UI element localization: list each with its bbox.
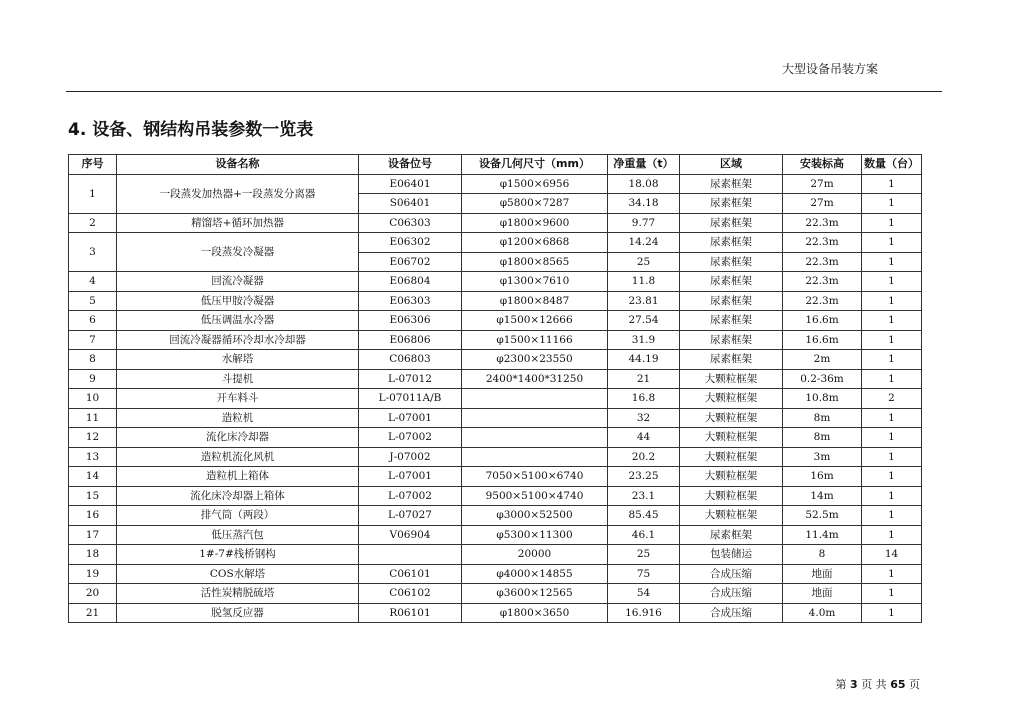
cell-elevation: 地面 bbox=[783, 584, 862, 604]
cell-tag bbox=[359, 545, 462, 565]
cell-quantity: 14 bbox=[862, 545, 922, 565]
cell-no: 6 bbox=[69, 311, 117, 331]
cell-size: 20000 bbox=[462, 545, 608, 565]
cell-tag: R06101 bbox=[359, 603, 462, 623]
cell-quantity: 1 bbox=[862, 486, 922, 506]
cell-name: 流化床冷却器 bbox=[117, 428, 359, 448]
cell-name: 低压蒸汽包 bbox=[117, 525, 359, 545]
cell-tag: C06102 bbox=[359, 584, 462, 604]
cell-name: 低压甲胺冷凝器 bbox=[117, 291, 359, 311]
cell-no: 11 bbox=[69, 408, 117, 428]
cell-elevation: 22.3m bbox=[783, 291, 862, 311]
cell-weight: 21 bbox=[608, 369, 680, 389]
cell-area: 大颗粒框架 bbox=[680, 389, 783, 409]
cell-no: 7 bbox=[69, 330, 117, 350]
table-row bbox=[69, 330, 922, 350]
cell-no: 15 bbox=[69, 486, 117, 506]
cell-name: 低压调温水冷器 bbox=[117, 311, 359, 331]
page-label: 页 共 bbox=[861, 678, 887, 691]
cell-size: φ1800×8565 bbox=[462, 252, 608, 272]
cell-elevation: 8 bbox=[783, 545, 862, 565]
cell-quantity: 1 bbox=[862, 272, 922, 292]
cell-no: 2 bbox=[69, 213, 117, 233]
cell-quantity: 1 bbox=[862, 233, 922, 253]
cell-quantity: 1 bbox=[862, 525, 922, 545]
column-header: 区域 bbox=[680, 155, 783, 175]
table-row bbox=[69, 389, 922, 409]
cell-quantity: 1 bbox=[862, 213, 922, 233]
cell-area: 尿素框架 bbox=[680, 330, 783, 350]
cell-name: 造粒机 bbox=[117, 408, 359, 428]
cell-name: 一段蒸发冷凝器 bbox=[117, 233, 359, 272]
cell-name: 回流冷凝器循环冷却水冷却器 bbox=[117, 330, 359, 350]
cell-weight: 16.8 bbox=[608, 389, 680, 409]
cell-tag: J-07002 bbox=[359, 447, 462, 467]
table-row bbox=[69, 506, 922, 526]
cell-area: 尿素框架 bbox=[680, 311, 783, 331]
cell-area: 尿素框架 bbox=[680, 194, 783, 214]
table-row bbox=[69, 603, 922, 623]
cell-no: 13 bbox=[69, 447, 117, 467]
cell-area: 尿素框架 bbox=[680, 350, 783, 370]
cell-size: φ5300×11300 bbox=[462, 525, 608, 545]
cell-weight: 31.9 bbox=[608, 330, 680, 350]
cell-name: 开车料斗 bbox=[117, 389, 359, 409]
document-header-title: 大型设备吊装方案 bbox=[781, 62, 878, 76]
cell-area: 大颗粒框架 bbox=[680, 447, 783, 467]
cell-quantity: 1 bbox=[862, 291, 922, 311]
cell-name: 流化床冷却器上箱体 bbox=[117, 486, 359, 506]
cell-quantity: 2 bbox=[862, 389, 922, 409]
cell-elevation: 16m bbox=[783, 467, 862, 487]
table-row bbox=[69, 272, 922, 292]
cell-name: 1#-7#栈桥钢构 bbox=[117, 545, 359, 565]
cell-area: 包装储运 bbox=[680, 545, 783, 565]
cell-area: 尿素框架 bbox=[680, 272, 783, 292]
cell-tag: L-07011A/B bbox=[359, 389, 462, 409]
table-row bbox=[69, 369, 922, 389]
cell-area: 大颗粒框架 bbox=[680, 369, 783, 389]
cell-area: 尿素框架 bbox=[680, 233, 783, 253]
cell-area: 尿素框架 bbox=[680, 213, 783, 233]
cell-size: φ4000×14855 bbox=[462, 564, 608, 584]
cell-elevation: 16.6m bbox=[783, 311, 862, 331]
cell-area: 尿素框架 bbox=[680, 174, 783, 194]
cell-quantity: 1 bbox=[862, 311, 922, 331]
page-label: 第 bbox=[835, 678, 847, 691]
page-label: 页 bbox=[909, 678, 920, 691]
table-row bbox=[69, 467, 922, 487]
cell-name: 活性炭精脱硫塔 bbox=[117, 584, 359, 604]
cell-weight: 25 bbox=[608, 252, 680, 272]
lifting-parameters-table bbox=[68, 154, 922, 623]
cell-area: 大颗粒框架 bbox=[680, 506, 783, 526]
cell-tag: S06401 bbox=[359, 194, 462, 214]
cell-name: 斗提机 bbox=[117, 369, 359, 389]
cell-size: φ1500×12666 bbox=[462, 311, 608, 331]
cell-tag: V06904 bbox=[359, 525, 462, 545]
cell-quantity: 1 bbox=[862, 174, 922, 194]
cell-quantity: 1 bbox=[862, 467, 922, 487]
cell-quantity: 1 bbox=[862, 369, 922, 389]
cell-no: 9 bbox=[69, 369, 117, 389]
cell-tag: L-07002 bbox=[359, 486, 462, 506]
cell-elevation: 14m bbox=[783, 486, 862, 506]
cell-no: 14 bbox=[69, 467, 117, 487]
cell-area: 合成压缩 bbox=[680, 564, 783, 584]
cell-name: 造粒机上箱体 bbox=[117, 467, 359, 487]
cell-tag: C06303 bbox=[359, 213, 462, 233]
cell-weight: 23.1 bbox=[608, 486, 680, 506]
cell-area: 尿素框架 bbox=[680, 252, 783, 272]
cell-elevation: 27m bbox=[783, 194, 862, 214]
cell-area: 合成压缩 bbox=[680, 603, 783, 623]
cell-weight: 44 bbox=[608, 428, 680, 448]
cell-tag: L-07012 bbox=[359, 369, 462, 389]
cell-no: 8 bbox=[69, 350, 117, 370]
cell-no: 4 bbox=[69, 272, 117, 292]
cell-weight: 44.19 bbox=[608, 350, 680, 370]
table-row bbox=[69, 486, 922, 506]
cell-tag: E06702 bbox=[359, 252, 462, 272]
table-row bbox=[69, 428, 922, 448]
current-page-number: 3 bbox=[850, 678, 858, 691]
table-row bbox=[69, 408, 922, 428]
cell-quantity: 1 bbox=[862, 564, 922, 584]
cell-elevation: 3m bbox=[783, 447, 862, 467]
cell-tag: E06306 bbox=[359, 311, 462, 331]
table-row bbox=[69, 447, 922, 467]
cell-size: 2400*1400*31250 bbox=[462, 369, 608, 389]
cell-tag: E06303 bbox=[359, 291, 462, 311]
cell-name: 造粒机流化风机 bbox=[117, 447, 359, 467]
cell-elevation: 22.3m bbox=[783, 272, 862, 292]
cell-elevation: 22.3m bbox=[783, 252, 862, 272]
cell-size: φ1200×6868 bbox=[462, 233, 608, 253]
cell-area: 尿素框架 bbox=[680, 525, 783, 545]
cell-size: φ2300×23550 bbox=[462, 350, 608, 370]
cell-no: 20 bbox=[69, 584, 117, 604]
column-header: 设备位号 bbox=[359, 155, 462, 175]
table-row bbox=[69, 545, 922, 565]
table-row bbox=[69, 174, 922, 194]
cell-elevation: 16.6m bbox=[783, 330, 862, 350]
cell-size: φ1500×11166 bbox=[462, 330, 608, 350]
table-header-row bbox=[69, 155, 922, 175]
table-row bbox=[69, 233, 922, 253]
cell-name: 脱氢反应器 bbox=[117, 603, 359, 623]
cell-elevation: 27m bbox=[783, 174, 862, 194]
cell-elevation: 2m bbox=[783, 350, 862, 370]
cell-area: 大颗粒框架 bbox=[680, 467, 783, 487]
cell-no: 1 bbox=[69, 174, 117, 213]
column-header: 净重量（t） bbox=[608, 155, 680, 175]
cell-elevation: 22.3m bbox=[783, 233, 862, 253]
cell-tag: L-07001 bbox=[359, 467, 462, 487]
cell-weight: 85.45 bbox=[608, 506, 680, 526]
cell-size: φ1800×3650 bbox=[462, 603, 608, 623]
cell-weight: 23.25 bbox=[608, 467, 680, 487]
column-header: 数量（台） bbox=[862, 155, 922, 175]
cell-weight: 18.08 bbox=[608, 174, 680, 194]
table-row bbox=[69, 584, 922, 604]
cell-name: 排气筒（两段） bbox=[117, 506, 359, 526]
cell-elevation: 0.2-36m bbox=[783, 369, 862, 389]
cell-tag: E06302 bbox=[359, 233, 462, 253]
table-row bbox=[69, 525, 922, 545]
cell-quantity: 1 bbox=[862, 194, 922, 214]
cell-weight: 23.81 bbox=[608, 291, 680, 311]
cell-size: φ3600×12565 bbox=[462, 584, 608, 604]
cell-tag: L-07001 bbox=[359, 408, 462, 428]
cell-elevation: 22.3m bbox=[783, 213, 862, 233]
cell-size bbox=[462, 428, 608, 448]
cell-size: φ1800×8487 bbox=[462, 291, 608, 311]
cell-weight: 54 bbox=[608, 584, 680, 604]
cell-name: COS水解塔 bbox=[117, 564, 359, 584]
cell-area: 大颗粒框架 bbox=[680, 428, 783, 448]
cell-name: 精馏塔+循环加热器 bbox=[117, 213, 359, 233]
cell-no: 18 bbox=[69, 545, 117, 565]
table-row bbox=[69, 213, 922, 233]
cell-weight: 20.2 bbox=[608, 447, 680, 467]
cell-quantity: 1 bbox=[862, 447, 922, 467]
cell-no: 12 bbox=[69, 428, 117, 448]
cell-elevation: 52.5m bbox=[783, 506, 862, 526]
cell-tag: C06101 bbox=[359, 564, 462, 584]
cell-size: φ5800×7287 bbox=[462, 194, 608, 214]
table-row bbox=[69, 350, 922, 370]
cell-no: 21 bbox=[69, 603, 117, 623]
cell-tag: E06401 bbox=[359, 174, 462, 194]
total-pages-number: 65 bbox=[890, 678, 906, 691]
table-row bbox=[69, 564, 922, 584]
table-body bbox=[69, 272, 922, 623]
cell-size: φ3000×52500 bbox=[462, 506, 608, 526]
cell-size bbox=[462, 447, 608, 467]
cell-weight: 9.77 bbox=[608, 213, 680, 233]
cell-weight: 27.54 bbox=[608, 311, 680, 331]
cell-size: φ1800×9600 bbox=[462, 213, 608, 233]
cell-no: 17 bbox=[69, 525, 117, 545]
cell-elevation: 10.8m bbox=[783, 389, 862, 409]
cell-area: 大颗粒框架 bbox=[680, 408, 783, 428]
cell-tag: L-07002 bbox=[359, 428, 462, 448]
cell-area: 合成压缩 bbox=[680, 584, 783, 604]
cell-size bbox=[462, 408, 608, 428]
section-title: 4. 设备、钢结构吊装参数一览表 bbox=[68, 120, 314, 140]
cell-weight: 14.24 bbox=[608, 233, 680, 253]
table-row bbox=[69, 291, 922, 311]
cell-quantity: 1 bbox=[862, 330, 922, 350]
cell-weight: 46.1 bbox=[608, 525, 680, 545]
cell-quantity: 1 bbox=[862, 584, 922, 604]
cell-no: 10 bbox=[69, 389, 117, 409]
column-header: 安装标高 bbox=[783, 155, 862, 175]
cell-tag: E06804 bbox=[359, 272, 462, 292]
cell-quantity: 1 bbox=[862, 408, 922, 428]
header-divider bbox=[66, 91, 942, 92]
cell-weight: 25 bbox=[608, 545, 680, 565]
cell-elevation: 11.4m bbox=[783, 525, 862, 545]
cell-area: 尿素框架 bbox=[680, 291, 783, 311]
cell-size bbox=[462, 389, 608, 409]
column-header: 序号 bbox=[69, 155, 117, 175]
column-header: 设备几何尺寸（mm） bbox=[462, 155, 608, 175]
cell-weight: 32 bbox=[608, 408, 680, 428]
cell-elevation: 4.0m bbox=[783, 603, 862, 623]
cell-quantity: 1 bbox=[862, 252, 922, 272]
cell-no: 5 bbox=[69, 291, 117, 311]
cell-elevation: 地面 bbox=[783, 564, 862, 584]
cell-size: 7050×5100×6740 bbox=[462, 467, 608, 487]
page-footer bbox=[836, 676, 920, 692]
cell-name: 水解塔 bbox=[117, 350, 359, 370]
cell-size: φ1500×6956 bbox=[462, 174, 608, 194]
cell-elevation: 8m bbox=[783, 428, 862, 448]
cell-tag: E06806 bbox=[359, 330, 462, 350]
cell-quantity: 1 bbox=[862, 428, 922, 448]
cell-name: 一段蒸发加热器+一段蒸发分离器 bbox=[117, 174, 359, 213]
cell-size: φ1300×7610 bbox=[462, 272, 608, 292]
cell-quantity: 1 bbox=[862, 350, 922, 370]
cell-name: 回流冷凝器 bbox=[117, 272, 359, 292]
cell-weight: 34.18 bbox=[608, 194, 680, 214]
cell-no: 3 bbox=[69, 233, 117, 272]
cell-weight: 16.916 bbox=[608, 603, 680, 623]
cell-quantity: 1 bbox=[862, 603, 922, 623]
cell-no: 16 bbox=[69, 506, 117, 526]
cell-elevation: 8m bbox=[783, 408, 862, 428]
cell-weight: 75 bbox=[608, 564, 680, 584]
cell-quantity: 1 bbox=[862, 506, 922, 526]
cell-area: 大颗粒框架 bbox=[680, 486, 783, 506]
cell-weight: 11.8 bbox=[608, 272, 680, 292]
cell-no: 19 bbox=[69, 564, 117, 584]
cell-tag: L-07027 bbox=[359, 506, 462, 526]
cell-tag: C06803 bbox=[359, 350, 462, 370]
table-row bbox=[69, 311, 922, 331]
cell-size: 9500×5100×4740 bbox=[462, 486, 608, 506]
column-header: 设备名称 bbox=[117, 155, 359, 175]
